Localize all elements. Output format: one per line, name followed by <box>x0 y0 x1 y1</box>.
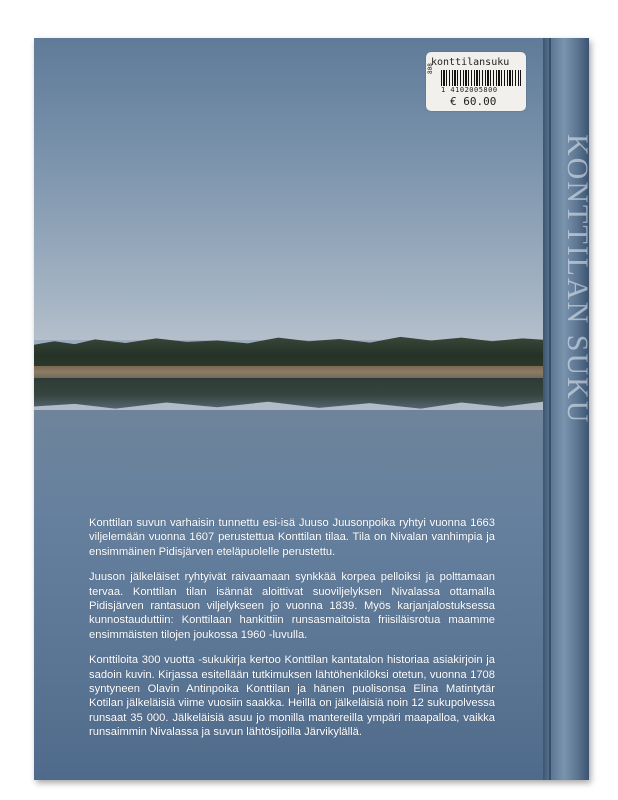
spine-groove <box>549 38 551 780</box>
barcode-icon <box>441 70 521 86</box>
book-back-cover <box>34 38 594 780</box>
book-spine <box>543 38 594 780</box>
shoreline <box>34 366 543 378</box>
barcode-number: 1 4102005800 <box>441 86 498 94</box>
water-reflection <box>34 378 543 412</box>
price-label: € 60.00 <box>450 95 497 108</box>
spine-title: KONTTILAN SUKU <box>561 134 594 425</box>
sticker-title: konttilansuku <box>431 57 510 68</box>
blurb-paragraph-3: Konttiloita 300 vuotta -sukukirja kertoo Konttilan kantatalon historiaa asiakirjoin ja sadoin kuvin. Kirjassa esitellään tutkimuksen lähtöhenkilöksi otetun, vuonna 1708 syntyneen Olavin Antinpoika Konttilan ja hänen puolisonsa Elina Matintytär Kotilan jälkeläisiä viime vuosiin saakka. Heillä on jälkeläisiä noin 12 sukupolvessa runsaat 35 000. Jälkeläisiä asuu jo monilla mantereilla ympäri maapalloa, vaikka runsaimmin Nivalassa ja suvun lähtösijoilla Järvikylällä. <box>89 654 495 739</box>
blurb-paragraph-2: Juuson jälkeläiset ryhtyivät raivaamaan synkkää korpea pelloiksi ja polttamaan tervaa. Konttilan tilan isännät aloittivat suoviljelyksen Nivalassa ottamalla Pidisjärven rantasuon viljelykseen jo vuonna 1839. Myös karjanjalostuksessa kunnostauduttiin: Konttilaan hankittiin runsasmaitoista friisiläisrotua maamme ensimmäisten tilojen joukossa 1960 -luvulla. <box>89 571 495 641</box>
back-cover-blurb <box>89 516 495 751</box>
sticker-side-code: 808 <box>427 63 434 74</box>
cover-photo-lake <box>34 38 543 780</box>
blurb-paragraph-1: Konttilan suvun varhaisin tunnettu esi-isä Juuso Juusonpoika ryhtyi vuonna 1663 viljelemään vuonna 1607 perustettua Konttilan tilaa. Tila on Nivalan vanhimpia ja ensimmäinen Pidisjärven eteläpuolelle perustettu. <box>89 517 495 558</box>
price-sticker <box>426 52 526 111</box>
